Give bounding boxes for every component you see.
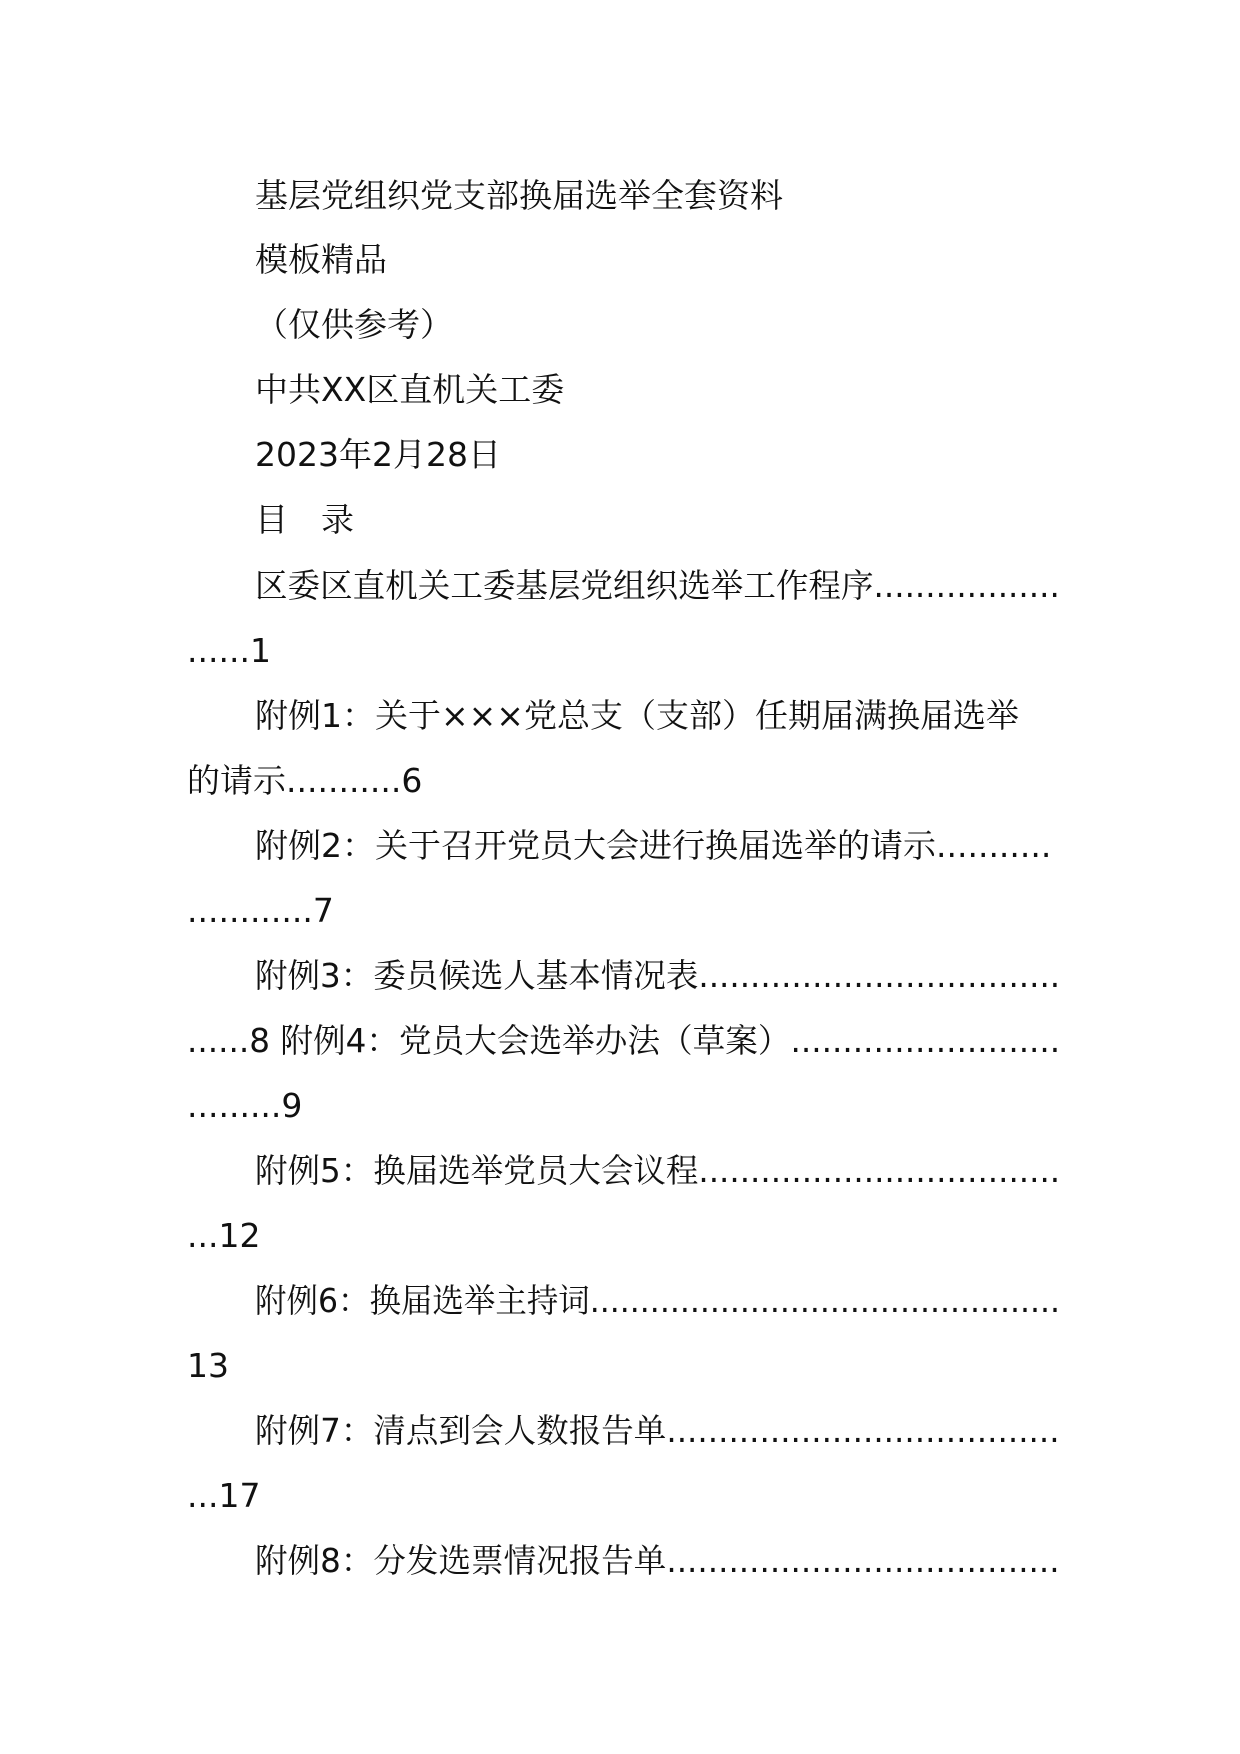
doc-note: （仅供参考） [255,305,453,344]
toc-line: 13 [187,1346,229,1385]
toc-line: 的请示...........6 [187,761,423,800]
doc-title-line2: 模板精品 [255,240,387,279]
toc-line: 附例3：委员候选人基本情况表................................... [255,956,1061,995]
toc-line: 附例5：换届选举党员大会议程................................... [255,1151,1061,1190]
toc-line: 附例1：关于×××党总支（支部）任期届满换届选举 [255,696,1019,735]
toc-line: ...12 [187,1216,261,1255]
toc-line: 附例8：分发选票情况报告单...................................... [255,1541,1060,1580]
toc-line: ............7 [187,891,334,930]
toc-line: ......1 [187,631,271,670]
toc-heading: 目 录 [255,500,354,539]
toc-line: ......8 附例4：党员大会选举办法（草案）.......................... [187,1021,1061,1060]
toc-line: ...17 [187,1476,261,1515]
toc-line: .........9 [187,1086,303,1125]
doc-issuer: 中共XX区直机关工委 [255,370,565,409]
toc-line: 区委区直机关工委基层党组织选举工作程序.................. [255,566,1060,605]
doc-date: 2023年2月28日 [255,435,501,474]
doc-title-line1: 基层党组织党支部换届选举全套资料 [255,176,783,215]
toc-line: 附例7：清点到会人数报告单...................................... [255,1411,1060,1450]
toc-line: 附例2：关于召开党员大会进行换届选举的请示........... [255,826,1052,865]
toc-line: 附例6：换届选举主持词............................................... [255,1281,1061,1320]
